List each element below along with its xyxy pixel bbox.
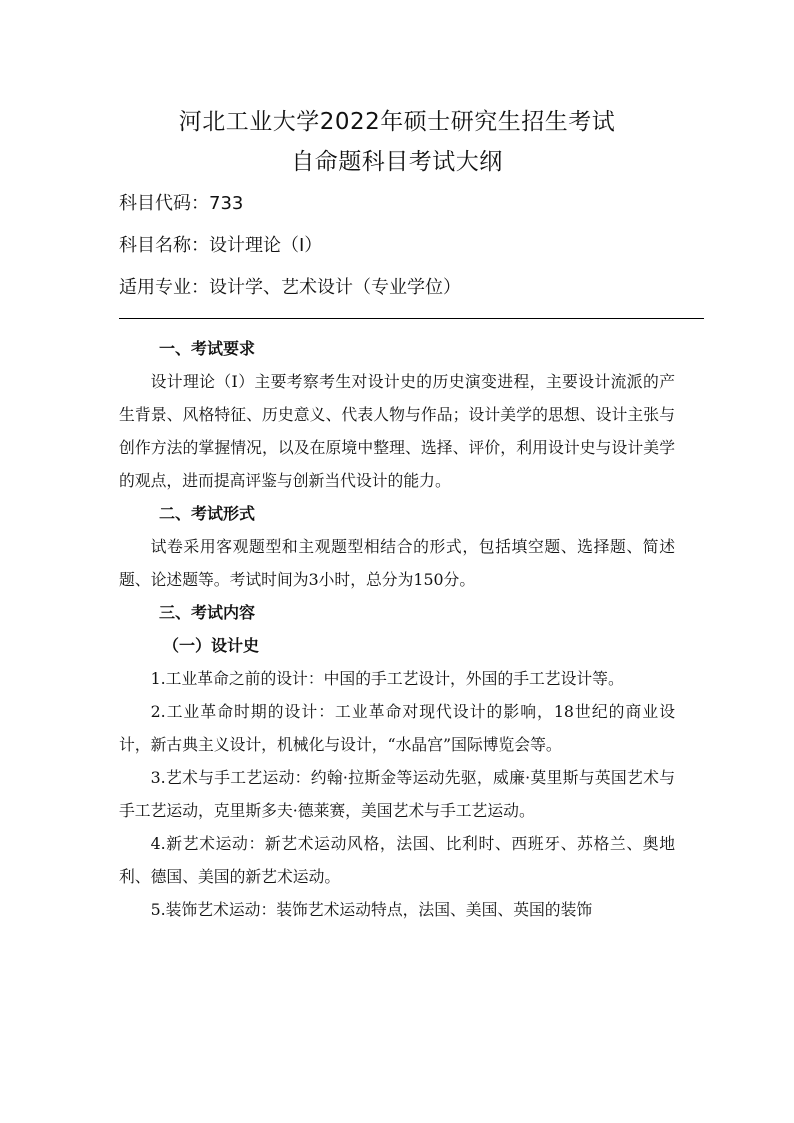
- subject-code: 科目代码：733: [119, 193, 244, 214]
- applicable-major: 适用专业：设计学、艺术设计（专业学位）: [119, 277, 461, 298]
- format-paragraph: 试卷采用客观题型和主观题型相结合的形式，包括填空题、选择题、简述题、论述题等。考试时间为3小时，总分为150分。: [119, 537, 675, 589]
- requirements-paragraph: 设计理论（Ⅰ）主要考察考生对设计史的历史演变进程，主要设计流派的产生背景、风格特征、历史意义、代表人物与作品；设计美学的思想、设计主张与创作方法的掌握情况，以及在原境中整理、选择、评价，利用设计史与设计美学的观点，进而提高评鉴与创新当代设计的能力。: [119, 372, 675, 490]
- content-item: 4.新艺术运动：新艺术运动风格，法国、比利时、西班牙、苏格兰、奥地利、德国、美国的新艺术运动。: [119, 834, 675, 886]
- page-title-line2: 自命题科目考试大纲: [291, 149, 503, 175]
- subject-name: 科目名称：设计理论（Ⅰ）: [119, 235, 323, 256]
- content-item: 5.装饰艺术运动：装饰艺术运动特点，法国、美国、英国的装饰: [150, 900, 593, 919]
- section-heading-content: 三、考试内容: [159, 603, 256, 622]
- content-item: 2.工业革命时期的设计：工业革命对现代设计的影响，18世纪的商业设计，新古典主义设计，机械化与设计，“水晶宫”国际博览会等。: [119, 702, 675, 754]
- content-item: 3.艺术与手工艺运动：约翰·拉斯金等运动先驱，威廉·莫里斯与英国艺术与手工艺运动，克里斯多夫·德莱赛，美国艺术与手工艺运动。: [119, 768, 675, 820]
- page-title-line1: 河北工业大学2022年硕士研究生招生考试: [178, 109, 616, 135]
- content-item: 1.工业革命之前的设计：中国的手工艺设计，外国的手工艺设计等。: [150, 669, 624, 688]
- section-heading-requirements: 一、考试要求: [159, 339, 256, 358]
- section-heading-format: 二、考试形式: [159, 504, 256, 523]
- header-divider: [119, 318, 704, 319]
- subsection-heading-design-history: （一）设计史: [163, 636, 260, 655]
- document-body: [119, 332, 675, 926]
